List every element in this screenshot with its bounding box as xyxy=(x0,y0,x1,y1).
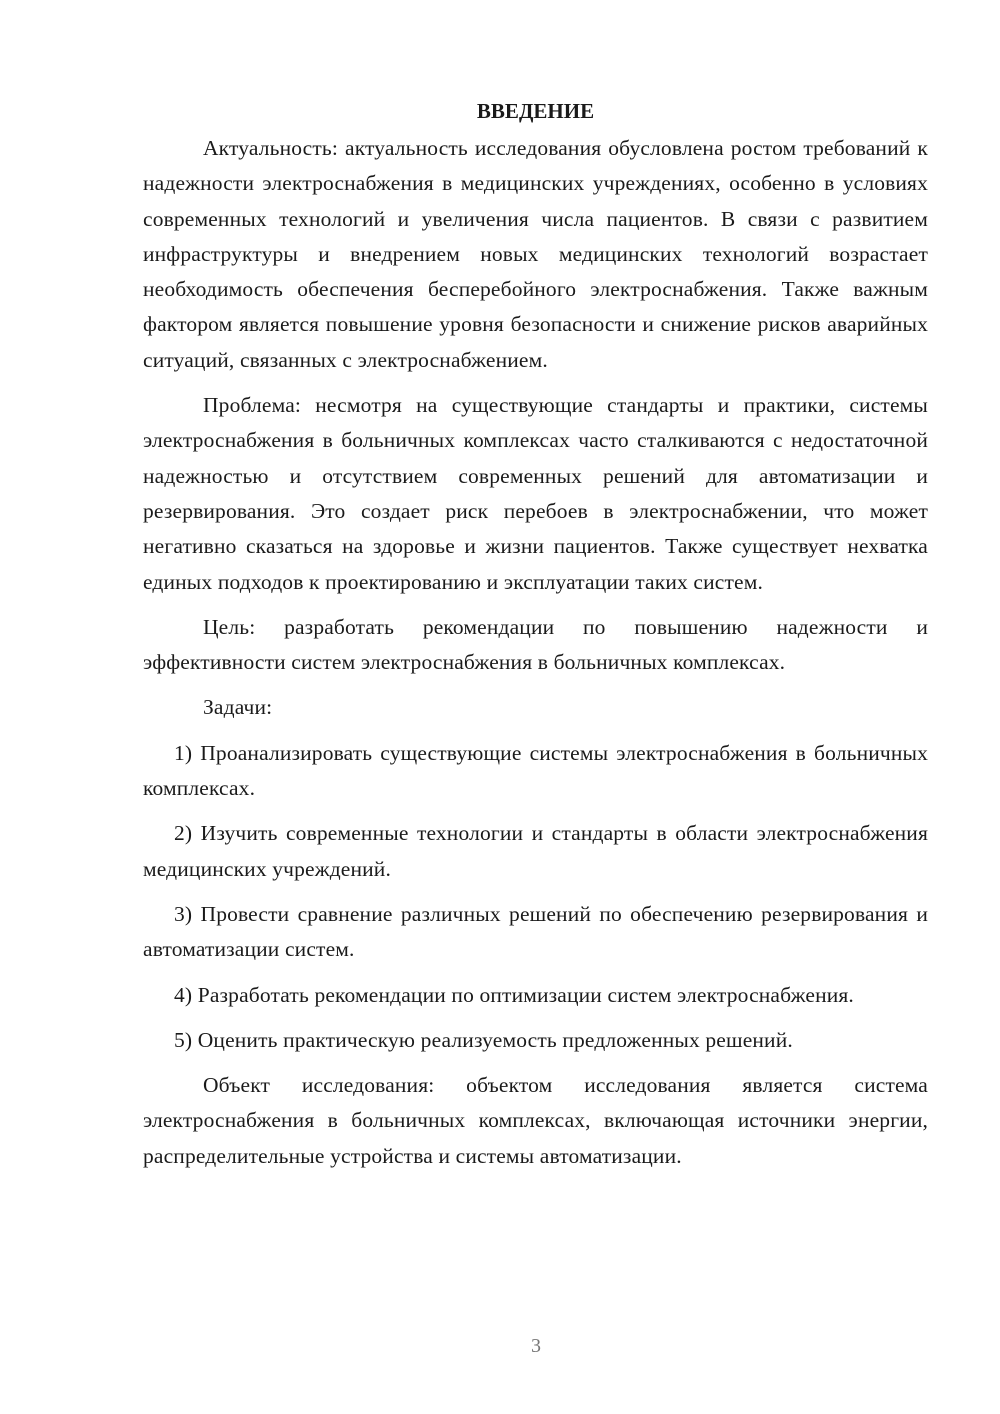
page-number: 3 xyxy=(531,1335,541,1357)
document-page xyxy=(143,96,928,1184)
tasks-heading: Задачи: xyxy=(203,695,273,720)
paragraph-goal: Цель: разработать рекомендации по повышению надежности и эффективности систем электроснабжения в больничных комплексах. xyxy=(143,614,928,675)
paragraph-object: Объект исследования: объектом исследования является система электроснабжения в больничных комплексах, включающая источники энергии, распределительные устройства и системы автоматизации. xyxy=(143,1073,928,1168)
task-item-4: 4) Разработать рекомендации по оптимизации систем электроснабжения. xyxy=(174,982,854,1007)
paragraph-problem: Проблема: несмотря на существующие стандарты и практики, системы электроснабжения в больничных комплексах часто сталкиваются с недостаточной надежностью и отсутствием современных решений для автоматизации и резервирования. Это создает риск перебоев в электроснабжении, что может негативно сказаться на здоровье и жизни пациентов. Также существует нехватка единых подходов к проектированию и эксплуатации таких систем. xyxy=(143,393,928,594)
paragraph-relevance: Актуальность: актуальность исследования обусловлена ростом требований к надежности электроснабжения в медицинских учреждениях, особенно в условиях современных технологий и увеличения числа пациентов. В связи с развитием инфраструктуры и внедрением новых медицинских технологий возрастает необходимость обеспечения бесперебойного электроснабжения. Также важным фактором является повышение уровня безопасности и снижение рисков аварийных ситуаций, связанных с электроснабжением. xyxy=(143,136,928,372)
task-item-5: 5) Оценить практическую реализуемость предложенных решений. xyxy=(174,1027,793,1052)
section-title: ВВЕДЕНИЕ xyxy=(476,99,595,123)
task-item-2: 2) Изучить современные технологии и стандарты в области электроснабжения медицинских учреждений. xyxy=(143,821,928,881)
task-item-1: 1) Проанализировать существующие системы электроснабжения в больничных комплексах. xyxy=(143,740,928,801)
task-item-3: 3) Провести сравнение различных решений по обеспечению резервирования и автоматизации систем. xyxy=(143,901,928,962)
